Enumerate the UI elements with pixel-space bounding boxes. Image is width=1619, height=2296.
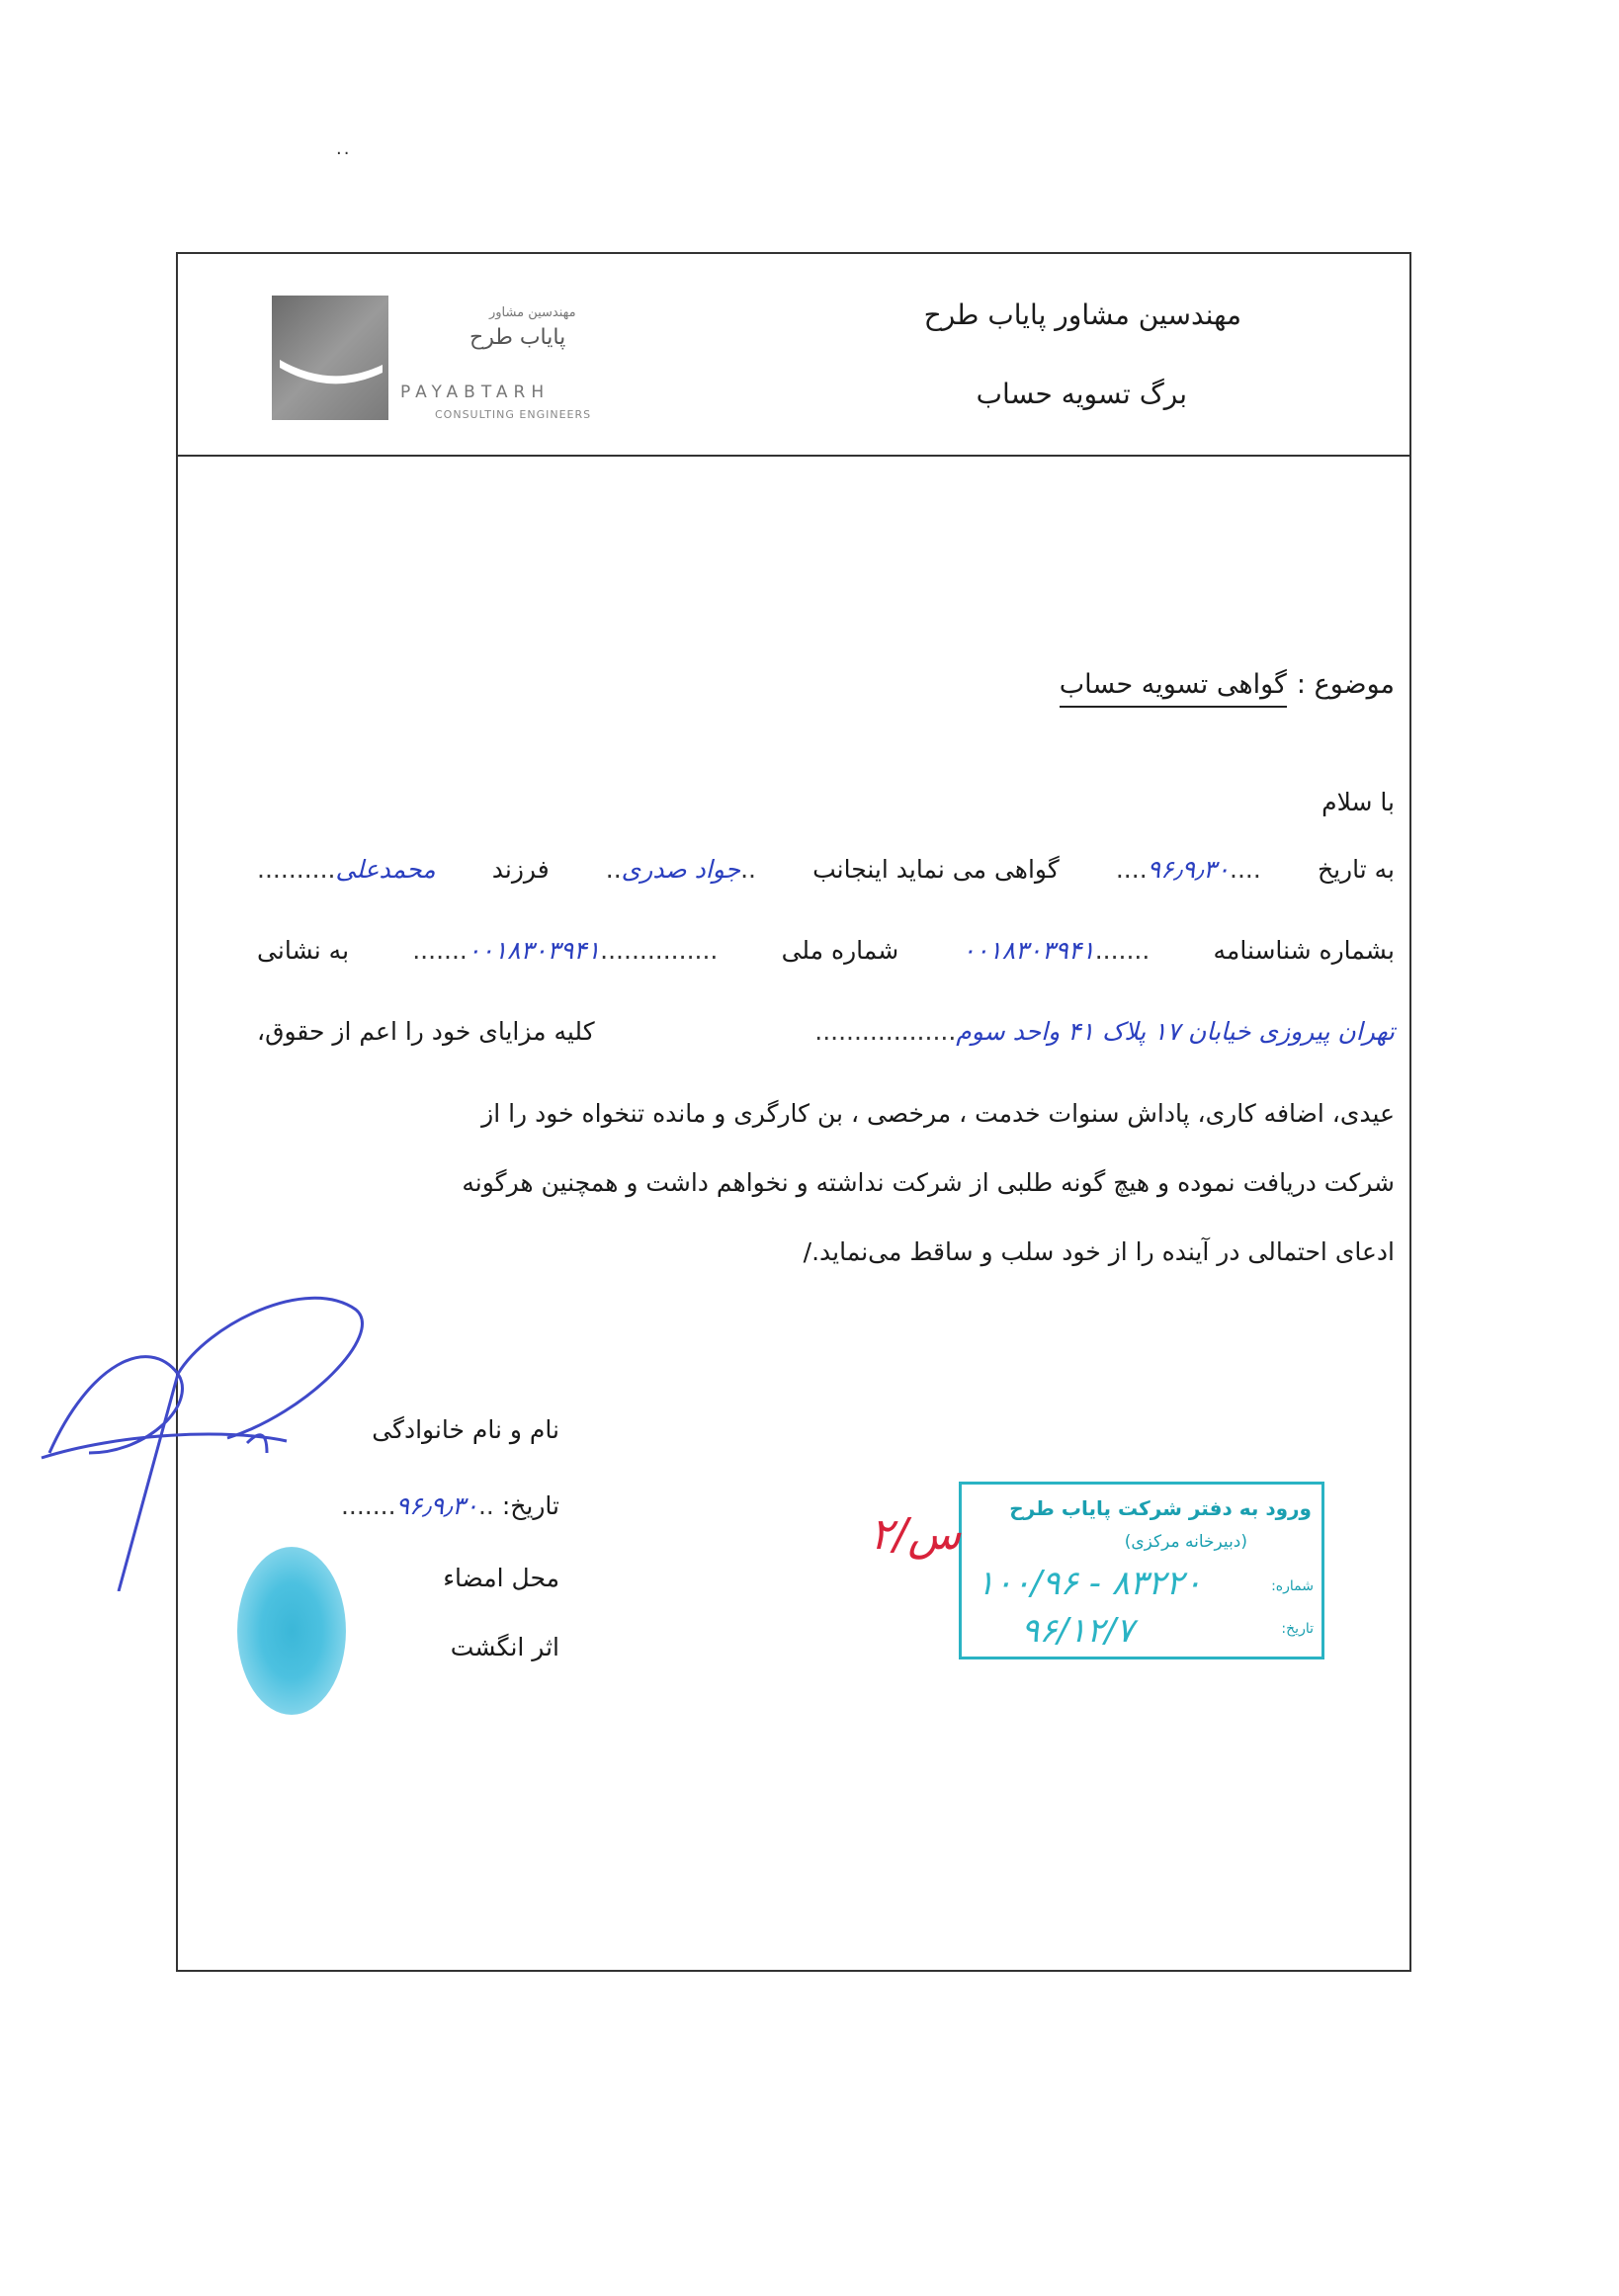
stamp-date: ۹۶/۱۲/۷ [1021, 1611, 1135, 1651]
address-value: تهران پیروزی خیابان ۱۷ پلاک ۴۱ واحد سوم [956, 1017, 1395, 1046]
subject-line [1060, 669, 1395, 708]
name-field: ..جواد صدری.. [605, 855, 756, 884]
date-label: به تاریخ [1317, 855, 1395, 884]
stamp-title: ورود به دفتر شرکت پایاب طرح [1009, 1496, 1312, 1520]
national-value: ۰۰۱۸۳۰۳۹۴۱ [467, 936, 601, 965]
stamp-date-label: تاریخ: [1281, 1621, 1314, 1637]
paragraph-line: ادعای احتمالی در آینده را از خود سلب و ساقط می‌نماید./ [803, 1237, 1395, 1266]
paragraph-line: شرکت دریافت نموده و هیچ گونه طلبی از شرکت نداشته و نخواهم داشت و همچنین هرگونه [462, 1168, 1395, 1197]
national-field: ...............۰۰۱۸۳۰۳۹۴۱....... [412, 936, 719, 965]
logo-persian-small: مهندسین مشاور [489, 305, 576, 320]
logo-mark-icon [272, 296, 388, 420]
fingerprint-icon [237, 1547, 346, 1715]
certificate-line-2 [257, 936, 1395, 965]
subject-value: گواهی تسویه حساب [1060, 669, 1287, 708]
company-name: مهندسین مشاور پایاب طرح [923, 298, 1241, 331]
form-title: برگ تسویه حساب [976, 378, 1187, 410]
signature-icon [30, 1038, 385, 1591]
id-label: بشماره شناسنامه [1213, 936, 1395, 965]
registry-stamp [959, 1482, 1324, 1659]
certificate-paragraph [257, 1079, 1395, 1287]
company-logo [272, 296, 667, 424]
corner-dots: .. [336, 138, 352, 159]
logo-swoosh-icon [272, 296, 388, 420]
certify-text: گواهی می نماید اینجانب [812, 855, 1060, 884]
benefits-text: کلیه مزایای خود را اعم از حقوق، [257, 1017, 595, 1046]
father-field: محمدعلی.......... [257, 855, 436, 884]
logo-persian: پایاب طرح [469, 325, 566, 350]
name-label: نام و نام خانوادگی [372, 1415, 559, 1444]
paragraph-line: عیدی، اضافه کاری، پاداش سنوات خدمت ، مرخصی ، بن کارگری و مانده تنخواه خود را از [481, 1099, 1395, 1128]
id-field: .......۰۰۱۸۳۰۳۹۴۱ [962, 936, 1150, 965]
certificate-line-3 [257, 1017, 1395, 1046]
stamp-subtitle: (دبیرخانه مرکزی) [1124, 1532, 1247, 1552]
footer-date-value: ۹۶٫۹٫۳۰ [395, 1491, 478, 1520]
logo-subtitle: CONSULTING ENGINEERS [435, 408, 592, 421]
subject-label: موضوع : [1296, 669, 1395, 700]
letterhead [178, 254, 1409, 457]
date-field: ....۹۶٫۹٫۳۰.... [1115, 855, 1261, 884]
date-value: ۹۶٫۹٫۳۰ [1147, 855, 1231, 884]
national-label: شماره ملی [781, 936, 899, 965]
certificate-line-1 [257, 855, 1395, 884]
address-field: تهران پیروزی خیابان ۱۷ پلاک ۴۱ واحد سوم.................. [814, 1017, 1395, 1046]
greeting: با سلام [1321, 788, 1395, 816]
logo-english: PAYABTARH [400, 383, 551, 402]
footer-date: تاریخ: ..۹۶٫۹٫۳۰....... [340, 1491, 559, 1520]
id-value: ۰۰۱۸۳۰۳۹۴۱ [962, 936, 1095, 965]
red-annotation: ۲/س [870, 1509, 962, 1560]
stamp-number: ۱۰۰/۹۶ - ۸۳۲۲۰ [977, 1564, 1202, 1603]
stamp-number-label: شماره: [1271, 1578, 1314, 1594]
address-label: به نشانی [257, 936, 350, 965]
child-of-label: فرزند [491, 855, 550, 884]
footer-date-label: تاریخ: [501, 1491, 559, 1520]
fingerprint-label: اثر انگشت [450, 1633, 559, 1661]
father-name: محمدعلی [335, 855, 436, 884]
employee-name: جواد صدری [621, 855, 741, 884]
signature-label: محل امضاء [443, 1564, 559, 1592]
